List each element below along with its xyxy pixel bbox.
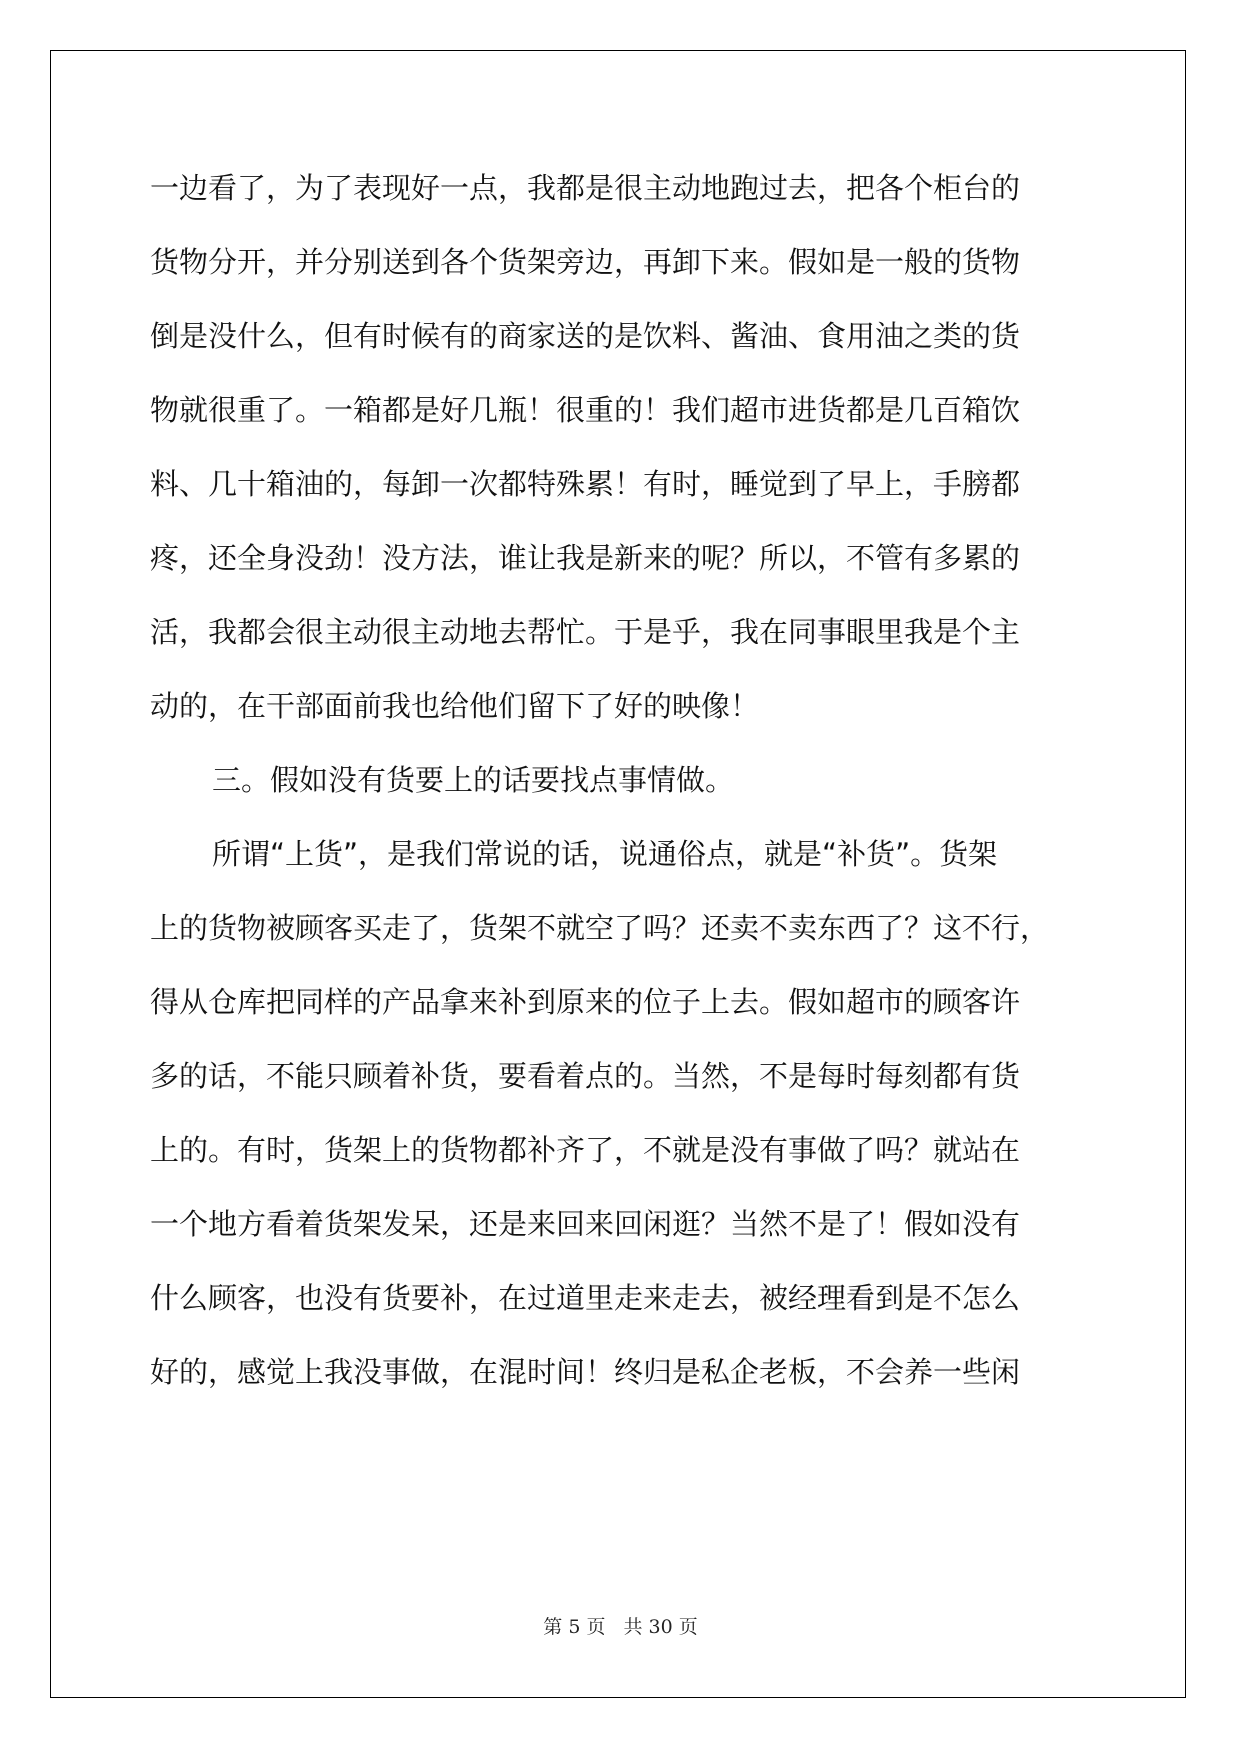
text-line: 什么顾客，也没有货要补，在过道里走来走去，被经理看到是不怎么 xyxy=(150,1281,1021,1315)
page-total: 共 30 页 xyxy=(623,1616,698,1638)
text-line: 上的。有时，货架上的货物都补齐了，不就是没有事做了吗？就站在 xyxy=(150,1133,1021,1167)
text-line: 料、几十箱油的，每卸一次都特殊累！有时，睡觉到了早上，手膀都 xyxy=(150,467,1021,501)
text-line: 所谓“上货”，是我们常说的话，说通俗点，就是“补货”。货架 xyxy=(212,837,998,871)
text-line: 物就很重了。一箱都是好几瓶！很重的！我们超市进货都是几百箱饮 xyxy=(150,393,1021,427)
text-line: 倒是没什么，但有时候有的商家送的是饮料、酱油、食用油之类的货 xyxy=(150,319,1021,353)
text-line: 疼，还全身没劲！没方法，谁让我是新来的呢？所以，不管有多累的 xyxy=(150,541,1021,575)
page-number: 第 5 页 xyxy=(543,1616,606,1638)
section-heading: 三。假如没有货要上的话要找点事情做。 xyxy=(212,763,735,797)
text-line: 多的话，不能只顾着补货，要看着点的。当然，不是每时每刻都有货 xyxy=(150,1059,1021,1093)
text-line: 活，我都会很主动很主动地去帮忙。于是乎，我在同事眼里我是个主 xyxy=(150,615,1021,649)
text-line: 一个地方看着货架发呆，还是来回来回闲逛？当然不是了！假如没有 xyxy=(150,1207,1021,1241)
text-line: 货物分开，并分别送到各个货架旁边，再卸下来。假如是一般的货物 xyxy=(150,245,1021,279)
text-line: 好的，感觉上我没事做，在混时间！终归是私企老板，不会养一些闲 xyxy=(150,1355,1021,1389)
page-border xyxy=(50,50,1186,1698)
text-line: 动的，在干部面前我也给他们留下了好的映像！ xyxy=(150,689,760,723)
text-line: 一边看了，为了表现好一点，我都是很主动地跑过去，把各个柜台的 xyxy=(150,171,1021,205)
page-footer xyxy=(0,1612,1241,1639)
text-line: 得从仓库把同样的产品拿来补到原来的位子上去。假如超市的顾客许 xyxy=(150,985,1021,1019)
text-line: 上的货物被顾客买走了，货架不就空了吗？还卖不卖东西了？这不行， xyxy=(150,911,1050,945)
